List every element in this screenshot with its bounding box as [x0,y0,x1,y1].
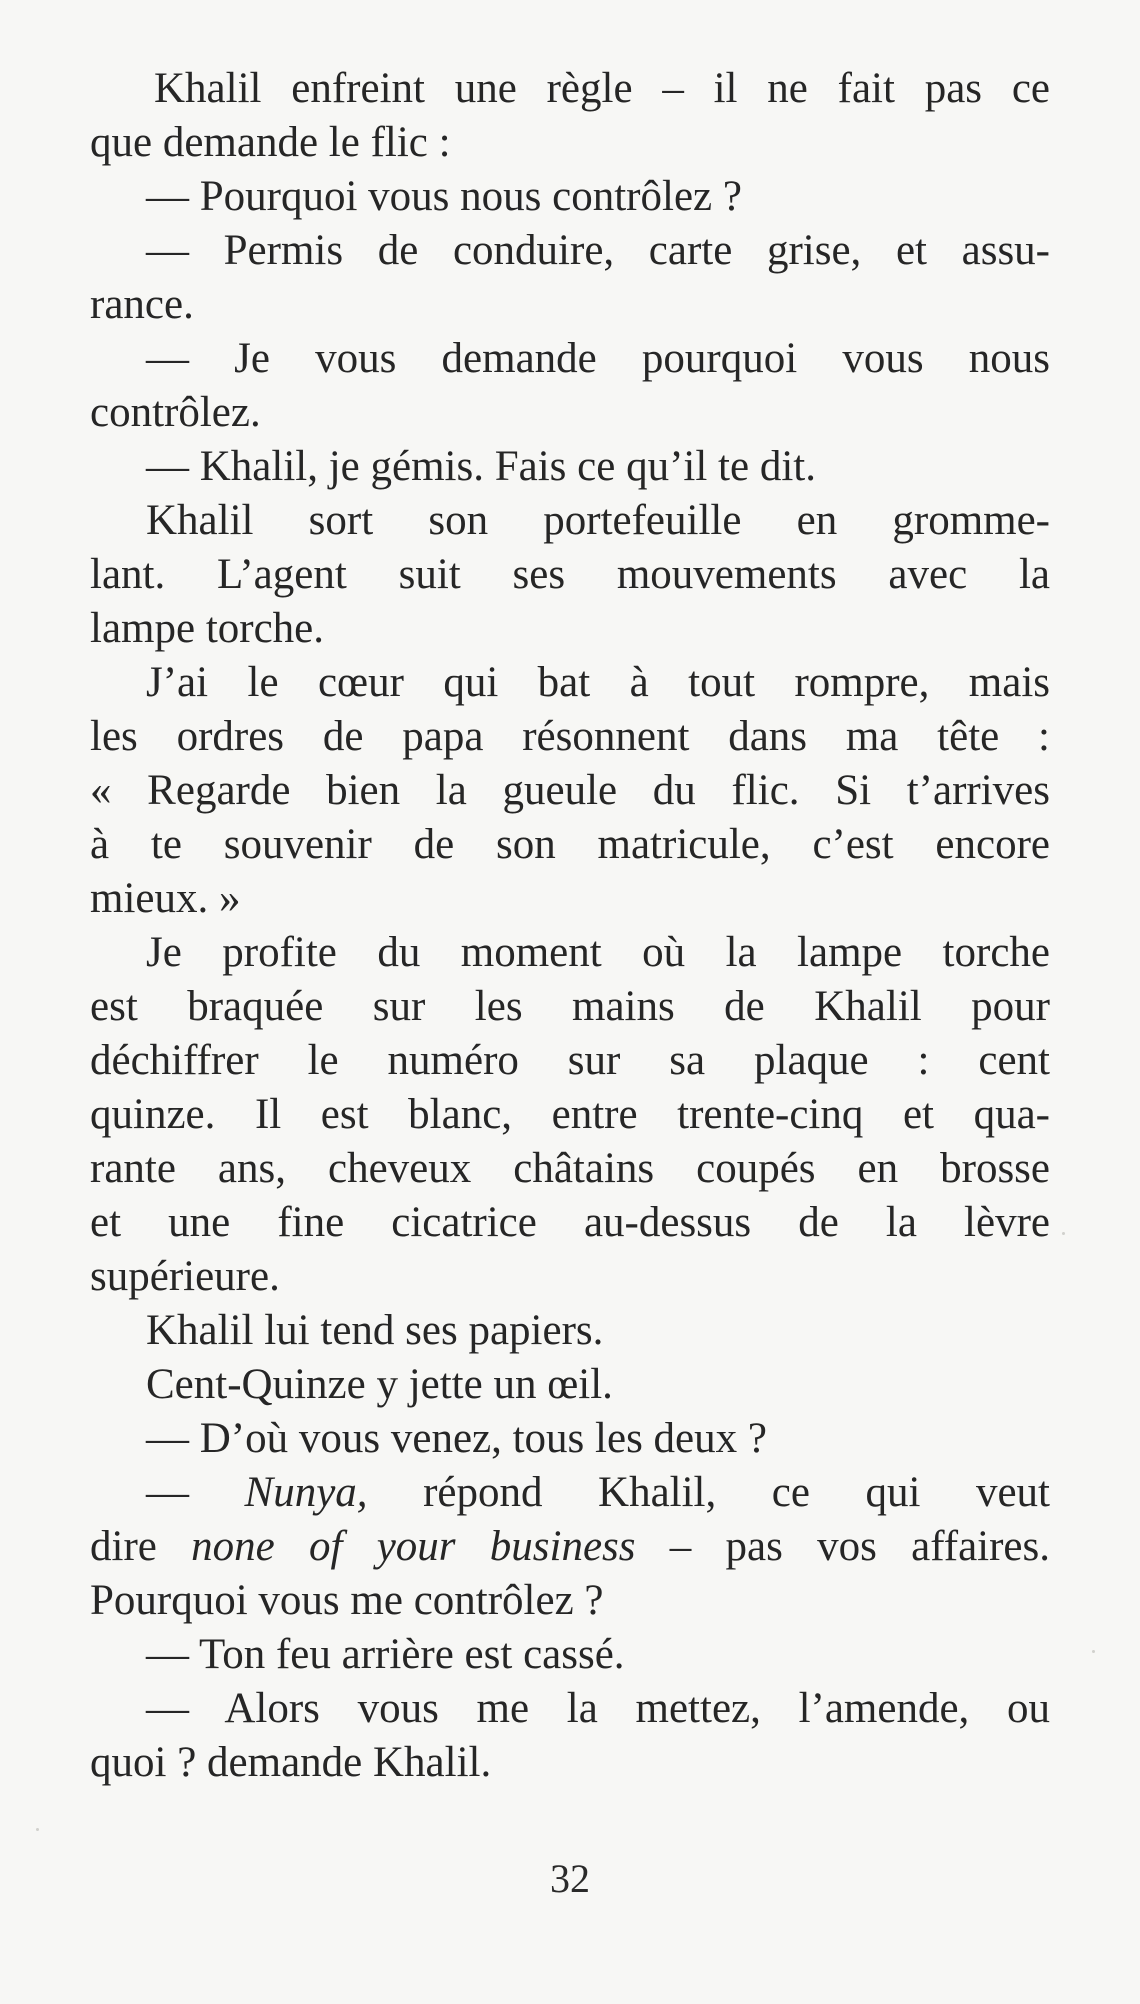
text-line: — Permis de conduire, carte grise, et assu- [146,227,1050,274]
paper-speck [1092,1650,1095,1653]
text-line: Cent-Quinze y jette un œil. [146,1361,613,1408]
italic-word: Nunya, [244,1469,368,1516]
text-line: quinze. Il est blanc, entre trente-cinq et qua- [90,1091,1050,1138]
text-line: Khalil lui tend ses papiers. [146,1307,604,1354]
dash: — [146,1469,189,1516]
text-line: contrôlez. [90,389,261,436]
text-line: Khalil sort son portefeuille en gromme- [146,497,1050,544]
line-start: dire [90,1523,157,1570]
line-rest: – pas vos affaires. [669,1523,1050,1570]
page-number: 32 [550,1856,590,1901]
text-line: rance. [90,281,194,328]
text-line: supérieure. [90,1253,280,1300]
text-line: les ordres de papa résonnent dans ma tête : [90,713,1050,760]
text-line: Khalil enfreint une règle – il ne fait pas ce [154,65,1050,112]
text-line: — Alors vous me la mettez, l’amende, ou [146,1685,1050,1732]
text-line: — Ton feu arrière est cassé. [146,1631,625,1678]
text-line: J’ai le cœur qui bat à tout rompre, mais [146,659,1050,706]
paper-speck [1062,1232,1065,1235]
text-line: est braquée sur les mains de Khalil pour [90,983,1050,1030]
text-line: rante ans, cheveux châtains coupés en brosse [90,1145,1050,1192]
text-line: mieux. » [90,875,241,922]
text-line: lampe torche. [90,605,325,652]
text-line: déchiffrer le numéro sur sa plaque : cent [90,1037,1050,1084]
text-line: Je profite du moment où la lampe torche [146,929,1050,976]
line-rest: répond Khalil, ce qui veut [423,1469,1050,1516]
text-line: « Regarde bien la gueule du flic. Si t’arrives [90,767,1050,814]
text-line-nunya [90,1466,1050,1520]
text-line: lant. L’agent suit ses mouvements avec la [90,551,1050,598]
text-line: — Pourquoi vous nous contrôlez ? [146,173,742,220]
paper-speck [36,1828,39,1831]
text-line: — Khalil, je gémis. Fais ce qu’il te dit. [146,443,816,490]
text-line: — Je vous demande pourquoi vous nous [146,335,1050,382]
text-line: que demande le flic : [90,119,451,166]
text-line: quoi ? demande Khalil. [90,1739,492,1786]
text-line: — D’où vous venez, tous les deux ? [146,1415,767,1462]
text-line: Pourquoi vous me contrôlez ? [90,1577,604,1624]
italic-phrase: none of your business [191,1523,636,1570]
text-line: à te souvenir de son matricule, c’est encore [90,821,1050,868]
text-line-business [90,1520,1050,1574]
text-line: et une fine cicatrice au-dessus de la lèvre [90,1199,1050,1246]
body-text [90,62,1050,1790]
